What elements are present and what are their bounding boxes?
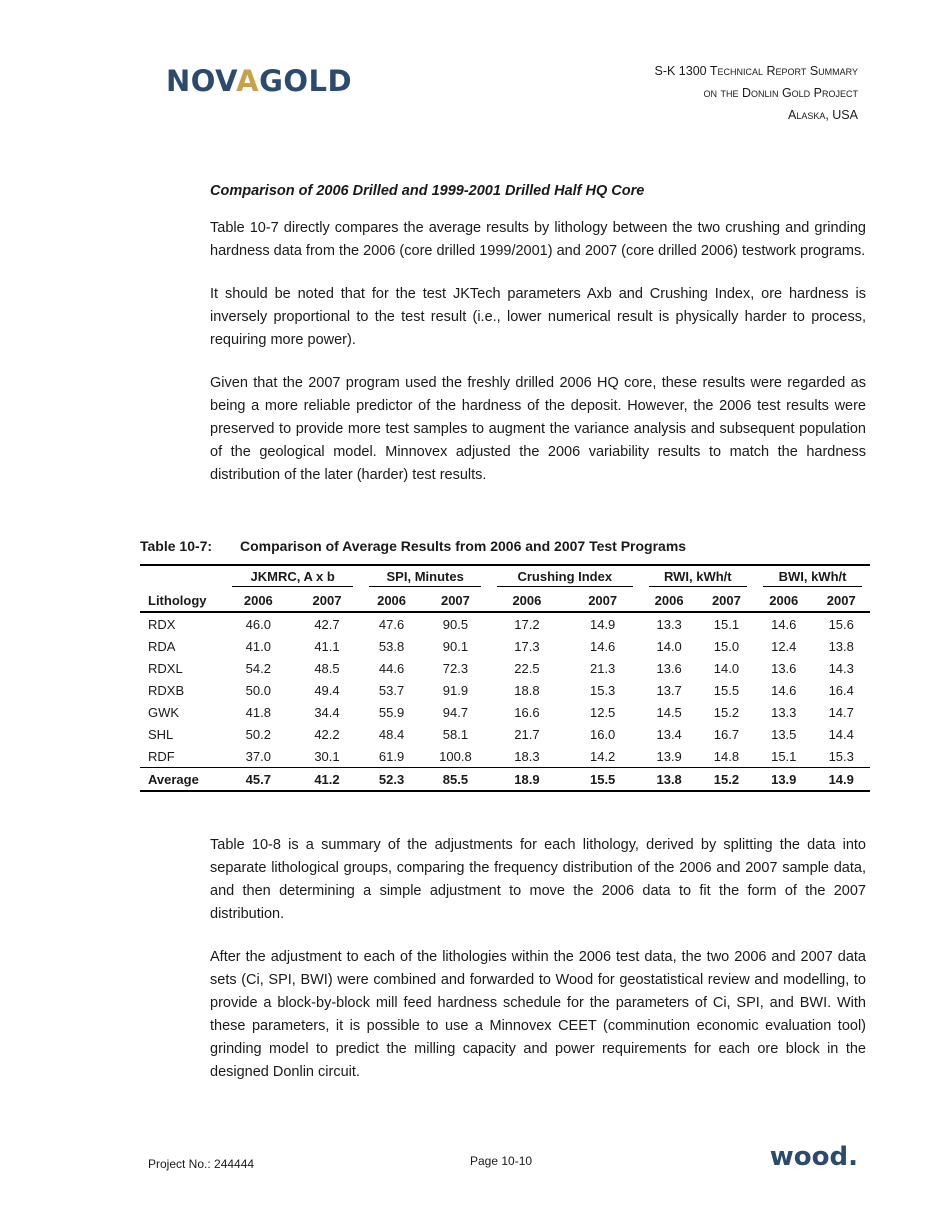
value-cell: 72.3 xyxy=(442,660,469,676)
value-cell: 91.9 xyxy=(442,682,469,698)
intro-section xyxy=(210,183,866,507)
value-cell: 14.4 xyxy=(828,726,854,742)
value-cell: 15.3 xyxy=(589,682,616,698)
average-cell: 15.2 xyxy=(698,768,755,792)
value-cell: 13.3 xyxy=(771,704,797,720)
year-header: 2006 xyxy=(224,590,293,612)
table-caption-number: Table 10-7: xyxy=(140,538,213,554)
table-row xyxy=(140,701,870,723)
year-header: 2007 xyxy=(698,590,755,612)
value-cell: 13.5 xyxy=(771,726,797,742)
group-header: RWI, kWh/t xyxy=(641,566,756,590)
table-caption-title: Comparison of Average Results from 2006 and 2007 Test Programs xyxy=(240,538,687,554)
value-cell: 53.8 xyxy=(378,638,405,654)
year-header: 2007 xyxy=(565,590,641,612)
value-cell: 15.3 xyxy=(828,748,854,764)
value-cell: 48.4 xyxy=(378,726,405,742)
value-cell: 13.7 xyxy=(656,682,682,698)
value-cell: 18.8 xyxy=(514,682,540,698)
value-cell: 13.3 xyxy=(656,616,682,632)
lithology-header: Lithology xyxy=(140,590,224,612)
value-cell: 15.2 xyxy=(713,704,740,720)
header-line-2: on the Donlin Gold Project xyxy=(703,86,858,100)
paragraph-1: Table 10-7 directly compares the average results by lithology between the two crushing and grinding hardness data from the 2006 (core drilled 1999/2001) and 2007 (core drilled 2006) testwork programs. xyxy=(210,220,866,259)
value-cell: 34.4 xyxy=(314,704,340,720)
table-row xyxy=(140,612,870,635)
value-cell: 13.6 xyxy=(771,660,797,676)
value-cell: 37.0 xyxy=(245,748,271,764)
adjustment-section xyxy=(210,834,866,1104)
year-header: 2007 xyxy=(812,590,870,612)
value-cell: 18.3 xyxy=(514,748,540,764)
value-cell: 46.0 xyxy=(245,616,271,632)
novagold-logo xyxy=(166,64,352,98)
lithology-cell: RDXL xyxy=(148,660,183,676)
value-cell: 14.5 xyxy=(656,704,682,720)
table-row-average xyxy=(140,768,870,792)
value-cell: 61.9 xyxy=(378,748,405,764)
value-cell: 15.1 xyxy=(713,616,740,632)
value-cell: 90.5 xyxy=(442,616,469,632)
value-cell: 15.5 xyxy=(713,682,740,698)
table-row xyxy=(140,723,870,745)
section-title: Comparison of 2006 Drilled and 1999-2001 Drilled Half HQ Core xyxy=(210,183,645,199)
value-cell: 41.1 xyxy=(314,638,340,654)
lithology-cell: RDA xyxy=(148,638,176,654)
value-cell: 42.7 xyxy=(314,616,340,632)
page-number: Page 10-10 xyxy=(470,1154,533,1168)
value-cell: 22.5 xyxy=(514,660,540,676)
value-cell: 100.8 xyxy=(439,748,472,764)
lithology-cell: SHL xyxy=(148,726,174,742)
value-cell: 13.6 xyxy=(656,660,682,676)
value-cell: 50.2 xyxy=(245,726,271,742)
value-cell: 53.7 xyxy=(378,682,405,698)
value-cell: 15.6 xyxy=(828,616,854,632)
paragraph-4: Table 10-8 is a summary of the adjustments for each lithology, derived by splitting the data into separate lithological groups, comparing the frequency distribution of the 2006 and 2007 sample data, and then determining a simple adjustment to move the 2006 data to fit the form of the 2007 distribution. xyxy=(210,837,866,922)
lithology-cell: RDF xyxy=(148,748,175,764)
comparison-table-block xyxy=(140,538,870,792)
group-header: SPI, Minutes xyxy=(361,566,489,590)
value-cell: 42.2 xyxy=(314,726,340,742)
average-cell: 18.9 xyxy=(489,768,565,792)
value-cell: 14.2 xyxy=(589,748,616,764)
year-header: 2006 xyxy=(361,590,422,612)
average-cell: 15.5 xyxy=(565,768,641,792)
table-year-header-row xyxy=(140,590,870,612)
logo-text: NOVAGOLD xyxy=(166,64,353,98)
value-cell: 12.5 xyxy=(589,704,616,720)
lithology-cell: RDX xyxy=(148,616,176,632)
average-cell: 45.7 xyxy=(224,768,293,792)
group-header: Crushing Index xyxy=(489,566,640,590)
average-label: Average xyxy=(140,768,224,792)
table-body xyxy=(140,612,870,768)
value-cell: 14.0 xyxy=(656,638,682,654)
value-cell: 14.6 xyxy=(771,682,797,698)
value-cell: 54.2 xyxy=(245,660,271,676)
average-cell: 41.2 xyxy=(293,768,362,792)
table-group-header-row xyxy=(140,566,870,590)
results-table xyxy=(140,564,870,792)
value-cell: 41.0 xyxy=(245,638,271,654)
average-cell: 14.9 xyxy=(812,768,870,792)
value-cell: 13.8 xyxy=(828,638,854,654)
lithology-cell: GWK xyxy=(148,704,180,720)
value-cell: 14.8 xyxy=(713,748,740,764)
table-row xyxy=(140,679,870,701)
value-cell: 14.6 xyxy=(589,638,616,654)
value-cell: 14.0 xyxy=(713,660,740,676)
group-header: BWI, kWh/t xyxy=(755,566,870,590)
year-header: 2006 xyxy=(755,590,812,612)
value-cell: 58.1 xyxy=(442,726,469,742)
value-cell: 13.9 xyxy=(656,748,682,764)
header-line-3: Alaska, USA xyxy=(787,108,858,122)
value-cell: 14.9 xyxy=(589,616,616,632)
average-cell: 85.5 xyxy=(422,768,489,792)
value-cell: 30.1 xyxy=(314,748,340,764)
value-cell: 17.3 xyxy=(514,638,540,654)
table-row xyxy=(140,657,870,679)
table-caption xyxy=(140,538,870,554)
value-cell: 16.4 xyxy=(828,682,854,698)
value-cell: 41.8 xyxy=(245,704,271,720)
value-cell: 14.3 xyxy=(828,660,854,676)
value-cell: 15.1 xyxy=(771,748,797,764)
average-cell: 13.9 xyxy=(755,768,812,792)
value-cell: 21.7 xyxy=(514,726,540,742)
year-header: 2006 xyxy=(641,590,698,612)
year-header: 2007 xyxy=(422,590,489,612)
value-cell: 44.6 xyxy=(378,660,405,676)
average-cell: 52.3 xyxy=(361,768,422,792)
table-row xyxy=(140,635,870,657)
paragraph-5: After the adjustment to each of the lithologies within the 2006 test data, the two 2006 and 2007 data sets (Ci, SPI, BWI) were combined and forwarded to Wood for geostatistical review and modelling, to provide a block-by-block mill feed hardness schedule for the parameters of Ci, SPI, and BWI. With these parameters, it is possible to use a Minnovex CEET (comminution economic evaluation tool) grinding model to predict the milling capacity and power requirements for each ore block in the designed Donlin circuit. xyxy=(210,949,866,1080)
value-cell: 21.3 xyxy=(589,660,616,676)
year-header: 2007 xyxy=(293,590,362,612)
table-row xyxy=(140,745,870,768)
lithology-cell: RDXB xyxy=(148,682,185,698)
year-header: 2006 xyxy=(489,590,565,612)
value-cell: 16.0 xyxy=(589,726,616,742)
value-cell: 16.6 xyxy=(514,704,540,720)
wood-logo: wood. xyxy=(769,1142,858,1172)
value-cell: 90.1 xyxy=(442,638,469,654)
value-cell: 50.0 xyxy=(245,682,271,698)
value-cell: 48.5 xyxy=(314,660,340,676)
value-cell: 17.2 xyxy=(514,616,540,632)
value-cell: 94.7 xyxy=(442,704,469,720)
value-cell: 15.0 xyxy=(713,638,740,654)
value-cell: 55.9 xyxy=(378,704,405,720)
value-cell: 14.7 xyxy=(828,704,854,720)
report-header xyxy=(655,60,859,126)
paragraph-3: Given that the 2007 program used the freshly drilled 2006 HQ core, these results were regarded as being a more reliable predictor of the hardness of the deposit. However, the 2006 test results were preserved to provide more test samples to augment the variance analysis and subsequent population of the geological model. Minnovex adjusted the 2006 variability results to match the hardness distribution of the later (harder) test results. xyxy=(210,375,866,483)
value-cell: 12.4 xyxy=(771,638,797,654)
value-cell: 49.4 xyxy=(314,682,340,698)
value-cell: 16.7 xyxy=(713,726,740,742)
group-header: JKMRC, A x b xyxy=(224,566,361,590)
paragraph-2: It should be noted that for the test JKTech parameters Axb and Crushing Index, ore hardness is inversely proportional to the test result (i.e., lower numerical result is physically harder to process, requiring more power). xyxy=(210,286,866,348)
header-line-1: S-K 1300 Technical Report Summary xyxy=(654,64,858,78)
average-cell: 13.8 xyxy=(641,768,698,792)
value-cell: 13.4 xyxy=(656,726,682,742)
value-cell: 14.6 xyxy=(771,616,797,632)
value-cell: 47.6 xyxy=(378,616,405,632)
project-number: Project No.: 244444 xyxy=(148,1157,255,1171)
